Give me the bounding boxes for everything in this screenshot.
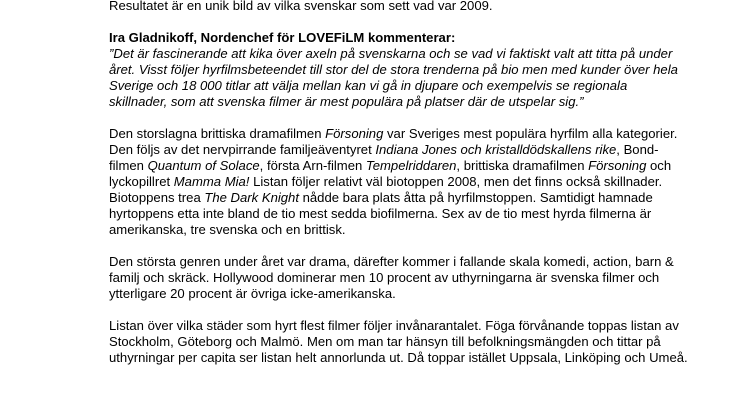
comment-quote: ”Det är fascinerande att kika över axeln på svenskarna och se vad vi faktiskt valt att titta på under året. Visst följer hyrfilmsbeteendet till stor del de stora trenderna på bio men med kunder över hela Sverige och 18 000 titlar att välja mellan kan vi gå in djupare och exempelvis se regionala skillnader, som att svenska filmer är mest populära på platser där de utspelar sig.”	[109, 46, 678, 109]
top-list-text-5: , brittiska dramafilmen	[456, 158, 589, 173]
top-list-text-6: och lyckopillret	[109, 158, 672, 189]
top-list-text-1: Den storslagna brittiska dramafilmen	[109, 126, 326, 141]
top-list-paragraph	[109, 126, 689, 238]
top-list-text-7: Listan följer relativt väl biotoppen 2008, men det finns också skillnader. Biotoppens trea	[109, 174, 663, 205]
film-title: Indiana Jones och kristalldödskallens rike	[375, 142, 617, 157]
comment-block	[109, 30, 689, 110]
top-list-text-4: , första Arn-filmen	[259, 158, 366, 173]
film-title: Quantum of Solace	[147, 158, 260, 173]
film-title: Tempelriddaren	[365, 158, 457, 173]
film-title: Försoning	[325, 126, 384, 141]
cities-paragraph: Listan över vilka städer som hyrt flest filmer följer invånarantalet. Föga förvånande toppas listan av Stockholm, Göteborg och Malmö. Men om man tar hänsyn till befolkningsmängden och tittar på uthyrningar per capita ser listan helt annorlunda ut. Då toppar istället Uppsala, Linköping och Umeå.	[109, 318, 688, 365]
genres-paragraph: Den största genren under året var drama, därefter kommer i fallande skala komedi, action, barn & familj och skräck. Hollywood dominerar men 10 procent av uthyrningarna är svenska filmer och ytterligare 20 procent är övriga icke-amerikanska.	[109, 254, 674, 301]
film-title: Mamma Mia!	[173, 174, 250, 189]
film-title: The Dark Knight	[204, 190, 299, 205]
top-list-text-3: , Bond-filmen	[109, 142, 659, 173]
top-list-text-2: var Sveriges mest populära hyrfilm alla kategorier. Den följs av det nervpirrande familjeäventyret	[109, 126, 678, 157]
press-release-body	[109, 0, 689, 382]
intro-tail-paragraph: Resultatet är en unik bild av vilka svenskar som sett vad var 2009.	[109, 0, 493, 13]
top-list-text-8: nådde bara plats åtta på hyrfilmstoppen. Samtidigt hamnade hyrtoppens etta inte bland de tio mest sedda biofilmerna. Sex av de tio mest hyrda filmerna är amerikanska, tre svenska och en brittisk.	[109, 190, 653, 237]
comment-heading: Ira Gladnikoff, Nordenchef för LOVEFiLM kommenterar:	[109, 30, 456, 45]
film-title: Försoning	[588, 158, 647, 173]
